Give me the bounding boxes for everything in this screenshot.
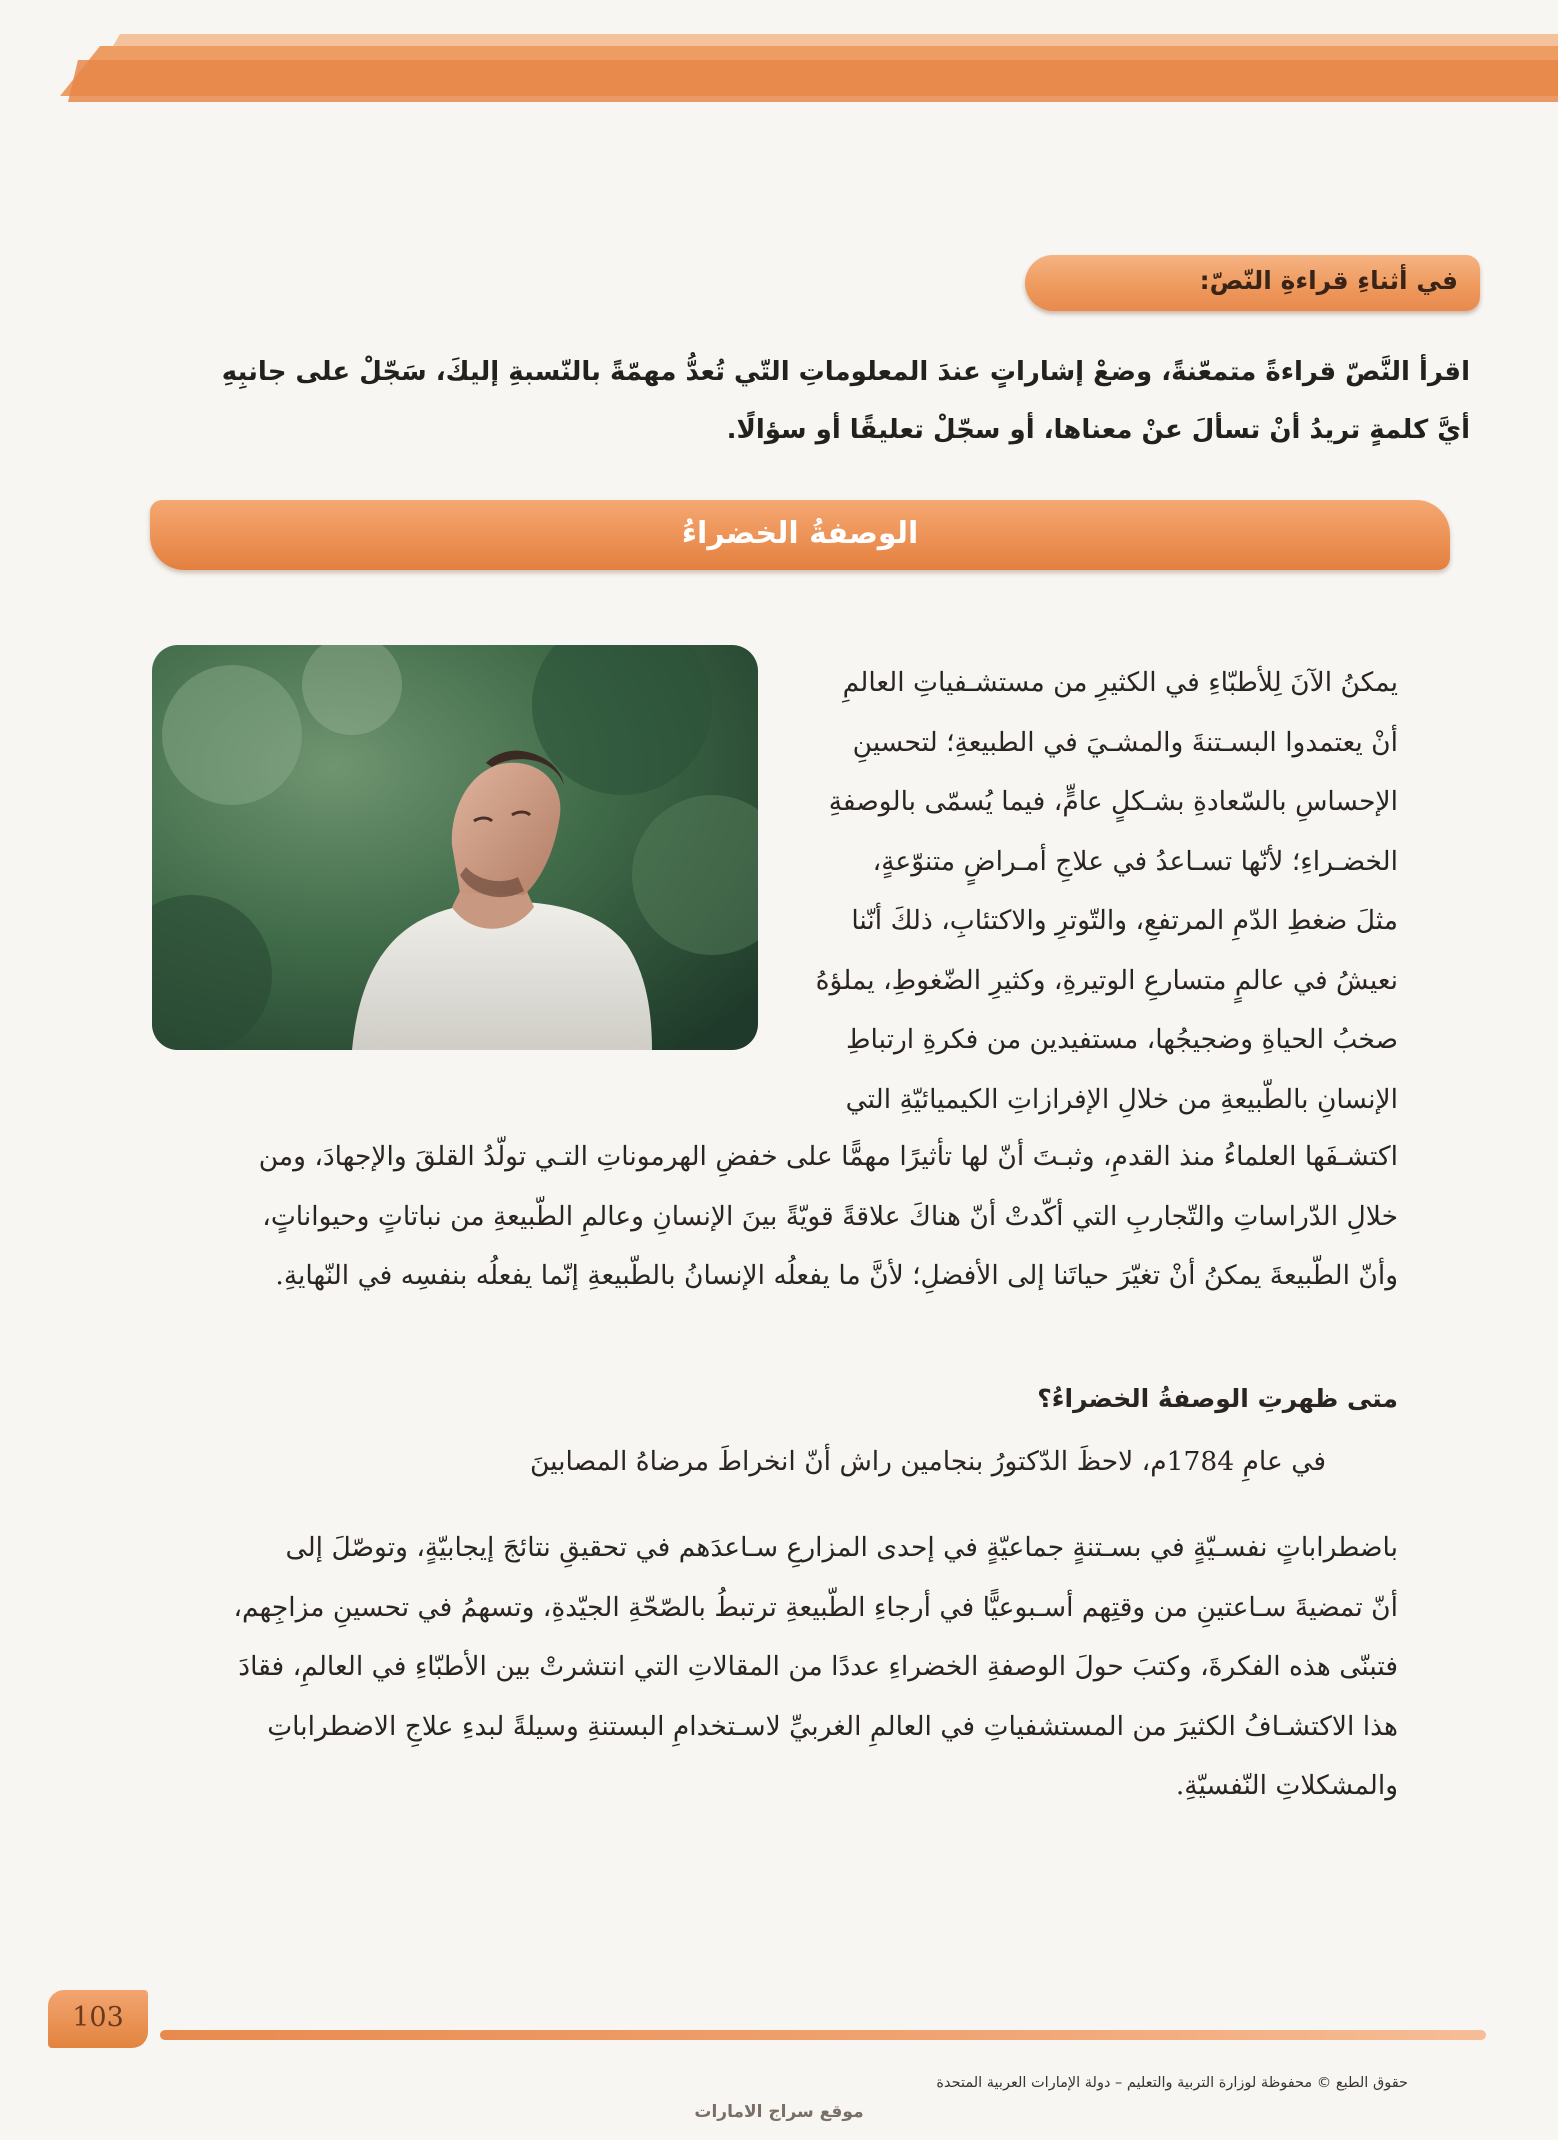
man-breathing-in-nature-photo: [152, 645, 758, 1050]
text-line: أنْ يعتمدوا البسـتنةَ والمشـيَ في الطبيعةِ؛ لتحسينِ: [852, 726, 1398, 758]
text-line: مثلَ ضغطِ الدّمِ المرتفعِ، والتّوترِ والاكتئابِ، ذلكَ أنّنا: [851, 905, 1398, 936]
top-decorative-band: [60, 30, 1558, 106]
text-line: صخبُ الحياةِ وضجيجُها، مستفيدين من فكرةِ ارتباطِ: [846, 1024, 1398, 1055]
text-line: والمشكلاتِ النّفسيّةِ.: [1175, 1770, 1398, 1801]
text-line: فتبنّى هذه الفكرةَ، وكتبَ حولَ الوصفةِ الخضراءِ عددًا من المقالاتِ التي انتشرتْ بين الأطبّاءِ في العالمِ، فقادَ: [238, 1651, 1398, 1682]
subheading-when-appeared: متى ظهرتِ الوصفةُ الخضراءُ؟: [1037, 1384, 1398, 1413]
text-line: أنّ تمضيةَ سـاعتينِ من وقتِهم أسـبوعيًّا في أرجاءِ الطّبيعةِ ترتبطُ بالصّحّةِ الجيّدةِ، وتسهمُ في تحسينِ مزاجِهم،: [233, 1591, 1398, 1623]
footer-site-name: موقع سراج الامارات: [694, 2102, 864, 2122]
page-number: 103: [72, 2002, 124, 2033]
section-tag-label: في أثناءِ قراءةِ النّصّ:: [1199, 266, 1458, 295]
text-line: وأنّ الطّبيعةَ يمكنُ أنْ تغيّرَ حياتَنا إلى الأفضلِ؛ لأنَّ ما يفعلُه الإنسانُ بالطّبيعةِ إنّما يفعلُه بنفسِه في النّهايةِ.: [275, 1260, 1398, 1291]
lesson-title: الوصفةُ الخضراءُ: [681, 516, 919, 551]
text-line: الإحساسِ بالسّعادةِ بشـكلٍ عامٍّ، فيما يُسمّى بالوصفةِ: [828, 786, 1398, 817]
text-line: نعيشُ في عالمٍ متسارعِ الوتيرةِ، وكثيرِ الضّغوطِ، يملؤهُ: [815, 964, 1398, 996]
paragraph-1-continued: [150, 1127, 1398, 1306]
lesson-title-bar: [150, 500, 1450, 570]
text-line: اكتشـفَها العلماءُ منذ القدمِ، وثبـتَ أنّ لها تأثيرًا مهمًّا على خفضِ الهرموناتِ التـي تولّدُ القلقَ والإجهادَ، ومن: [258, 1141, 1398, 1172]
text-line: هذا الاكتشـافُ الكثيرَ من المستشفياتِ في العالمِ الغربيِّ لاسـتخدامِ البستنةِ وسيلةً لبدءِ علاجِ الاضطراباتِ: [267, 1710, 1398, 1742]
page-number-badge: [48, 1990, 148, 2048]
paragraph-2-first-line: في عامِ 1784م، لاحظَ الدّكتورُ بنجامين راش أنّ انخراطَ مرضاهُ المصابينَ: [529, 1446, 1326, 1477]
copyright-notice: حقوق الطبع © محفوظة لوزارة التربية والتعليم – دولة الإمارات العربية المتحدة: [936, 2075, 1408, 2091]
section-tag-while-reading: [1025, 255, 1480, 311]
instruction-line: اقرأ النَّصّ قراءةً متمعّنةً، وضعْ إشاراتٍ عندَ المعلوماتِ التّي تُعدُّ مهمّةً بالنّسبةِ إليكَ، سَجّلْ على جانبِهِ: [221, 357, 1470, 387]
paragraph-2: [150, 1518, 1398, 1816]
text-line: يمكنُ الآنَ لِلأطبّاءِ في الكثيرِ من مستشـفياتِ العالمِ: [842, 667, 1398, 698]
instruction-line: أيَّ كلمةٍ تريدُ أنْ تسألَ عنْ معناها، أو سجّلْ تعليقًا أو سؤالًا.: [726, 415, 1470, 445]
reading-instructions: [80, 343, 1470, 459]
text-line: الخضـراءِ؛ لأنّها تسـاعدُ في علاجِ أمـراضٍ متنوّعةٍ،: [872, 845, 1398, 877]
text-line: باضطراباتٍ نفسـيّةٍ في بسـتنةٍ جماعيّةٍ في إحدى المزارعِ سـاعدَهم في تحقيقِ نتائجَ إيجابيّةٍ، وتوصّلَ إلى: [285, 1532, 1398, 1563]
text-line: الإنسانِ بالطّبيعةِ من خلالِ الإفرازاتِ الكيميائيّةِ التي: [845, 1083, 1398, 1115]
footer-divider: [160, 2030, 1486, 2040]
paragraph-1-wrapped: [773, 653, 1398, 1129]
text-line: خلالِ الدّراساتِ والتّجاربِ التي أكّدتْ أنّ هناكَ علاقةً قويّةً بينَ الإنسانِ وعالمِ الطّبيعةِ من نباتاتٍ وحيواناتٍ،: [262, 1200, 1398, 1232]
